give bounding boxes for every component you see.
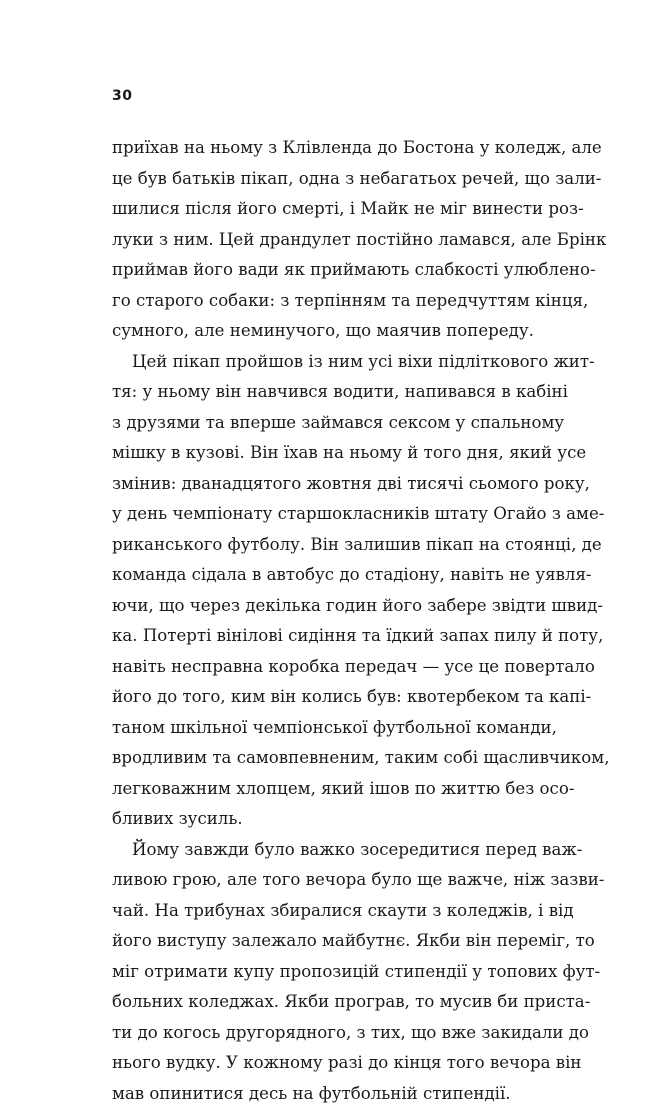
text-line: міг отримати купу пропозицій стипендії у топових фут- [112,957,512,988]
text-line: у день чемпіонату старшокласників штату Огайо з аме- [112,499,512,530]
text-line: ти до когось другорядного, з тих, що вже закидали до [112,1018,512,1049]
text-line: нього вудку. У кожному разі до кінця того вечора він [112,1048,512,1079]
text-line: команда сідала в автобус до стадіону, навіть не уявля- [112,560,512,591]
text-line: го старого собаки: з терпінням та передчуттям кінця, [112,286,512,317]
text-line: приїхав на ньому з Клівленда до Бостона у коледж, але [112,133,512,164]
text-line: чай. На трибунах збиралися скаути з коледжів, і від [112,896,512,927]
text-line: легковажним хлопцем, який ішов по життю без осо- [112,774,512,805]
text-line: з друзями та вперше займався сексом у спальному [112,408,512,439]
text-line: луки з ним. Цей драндулет постійно ламався, але Брінк [112,225,512,256]
text-line: Йому завжди було важко зосередитися перед важ- [112,835,512,866]
text-line: сумного, але неминучого, що маячив попереду. [112,316,512,347]
text-line: ючи, що через декілька годин його забере звідти швид- [112,591,512,622]
text-line: таном шкільної чемпіонської футбольної команди, [112,713,512,744]
body-text [112,133,512,1109]
text-line: його до того, ким він колись був: квотербеком та капі- [112,682,512,713]
text-line: це був батьків пікап, одна з небагатьох речей, що зали- [112,164,512,195]
paragraph [112,347,512,835]
text-line: шилися після його смерті, і Майк не міг винести роз- [112,194,512,225]
text-line: його виступу залежало майбутнє. Якби він переміг, то [112,926,512,957]
text-line: ка. Потерті вінілові сидіння та їдкий запах пилу й поту, [112,621,512,652]
page-number: 30 [112,88,132,104]
paragraph [112,835,512,1109]
text-line: бливих зусиль. [112,804,512,835]
text-line: змінив: дванадцятого жовтня дві тисячі сьомого року, [112,469,512,500]
text-line: приймав його вади як приймають слабкості улюблено- [112,255,512,286]
text-line: ливою грою, але того вечора було ще важче, ніж зазви- [112,865,512,896]
text-line: навіть несправна коробка передач — усе це повертало [112,652,512,683]
paragraph [112,133,512,347]
text-line: мав опинитися десь на футбольній стипендії. [112,1079,512,1109]
text-line: вродливим та самовпевненим, таким собі щасливчиком, [112,743,512,774]
text-line: Цей пікап пройшов із ним усі віхи підліткового жит- [112,347,512,378]
text-line: тя: у ньому він навчився водити, напивався в кабіні [112,377,512,408]
text-line: мішку в кузові. Він їхав на ньому й того дня, який усе [112,438,512,469]
text-line: риканського футболу. Він залишив пікап на стоянці, де [112,530,512,561]
text-line: больних коледжах. Якби програв, то мусив би приста- [112,987,512,1018]
